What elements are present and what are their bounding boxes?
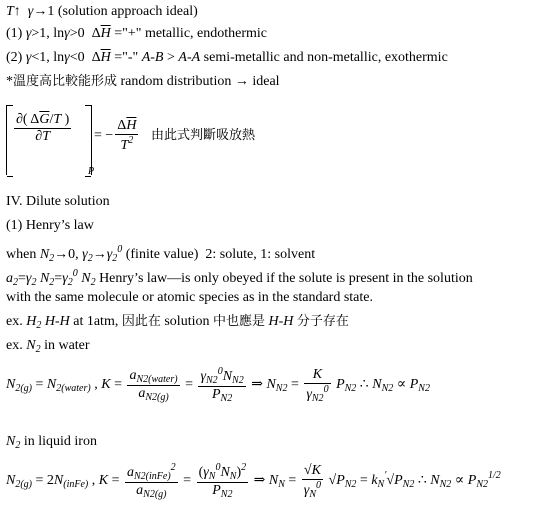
line-example-n2: ex. $N_2$ in water [6,338,90,355]
henrys-law-heading: (1) Henry’s law [6,218,94,233]
subscript-p: P [88,166,95,177]
line-n2-iron: $N_2$ in liquid iron [6,434,97,451]
section-heading: IV. Dilute solution [6,194,110,209]
line-example-h2: ex. $H_2$ H-H at 1atm, 因此在 solution 中也應是 H-H 分子存在 [6,314,349,331]
line-henry-def: $a_2=\gamma_2$ $N_2=\gamma_2^0$ $N_2$ Henry’s law—is only obeyed if the solute is present in the solution [6,268,473,288]
equation-n2-water: $N_{2(g)} = N_{2(water)}$ , K = $\frac{a_{N2(water)}}{a_{N2(g)}}$ = $\frac{\gamma_{N2}^0N_{N2}}{P_{N2}}$ ⇒ $N_{N2}$ = $\frac{K}{\gamma_{N2}^0}$ $P_{N2}$ ∴ $N_{N2} \propto P_{N2}$ [6,366,430,404]
line-same-species: with the same molecule or atomic species as in the standard state. [6,290,373,305]
line-4: *溫度高比較能形成 random distribution → ideal [6,74,280,89]
equation-n2-iron: $N_{2(g)} = 2N_{(inFe)}$ , K = $\frac{a_{N2(inFe)}^2}{a_{N2(g)}}$ = $\frac{(\gamma_N^0N_N)^2}{P_{N2}}$ ⇒ $N_N$ = $\frac{√K}{\gamma_N^0}$ $√P_{N2} = k_N'√P_{N2}$ ∴ $N_{N2} \propto P_{N2}^{1/2}$ [6,462,501,500]
line-3: (2) γ<1, lnγ<0 $\Delta\overline{H}$ ="-" A-B > A-A semi-metallic and non-metallic, exothermic [6,50,448,65]
line-2: (1) γ>1, lnγ>0 $\Delta\overline{H}$ ="+" metallic, endothermic [6,26,268,41]
line-1: T↑ γ→1 (solution approach ideal) [6,4,198,19]
line-when: when $N_2\to 0$, $\gamma_2\to\gamma_2^0$ (finite value) 2: solute, 1: solvent [6,244,316,264]
equation-rhs: = − $\frac{\Delta\overline{H}}{T^2}$ 由此式判斷吸放熱 [94,118,255,153]
gibbs-helmholtz-equation: $\frac{\partial( \Delta\overline{G}/T )}{\partial T}$ [16,112,70,144]
